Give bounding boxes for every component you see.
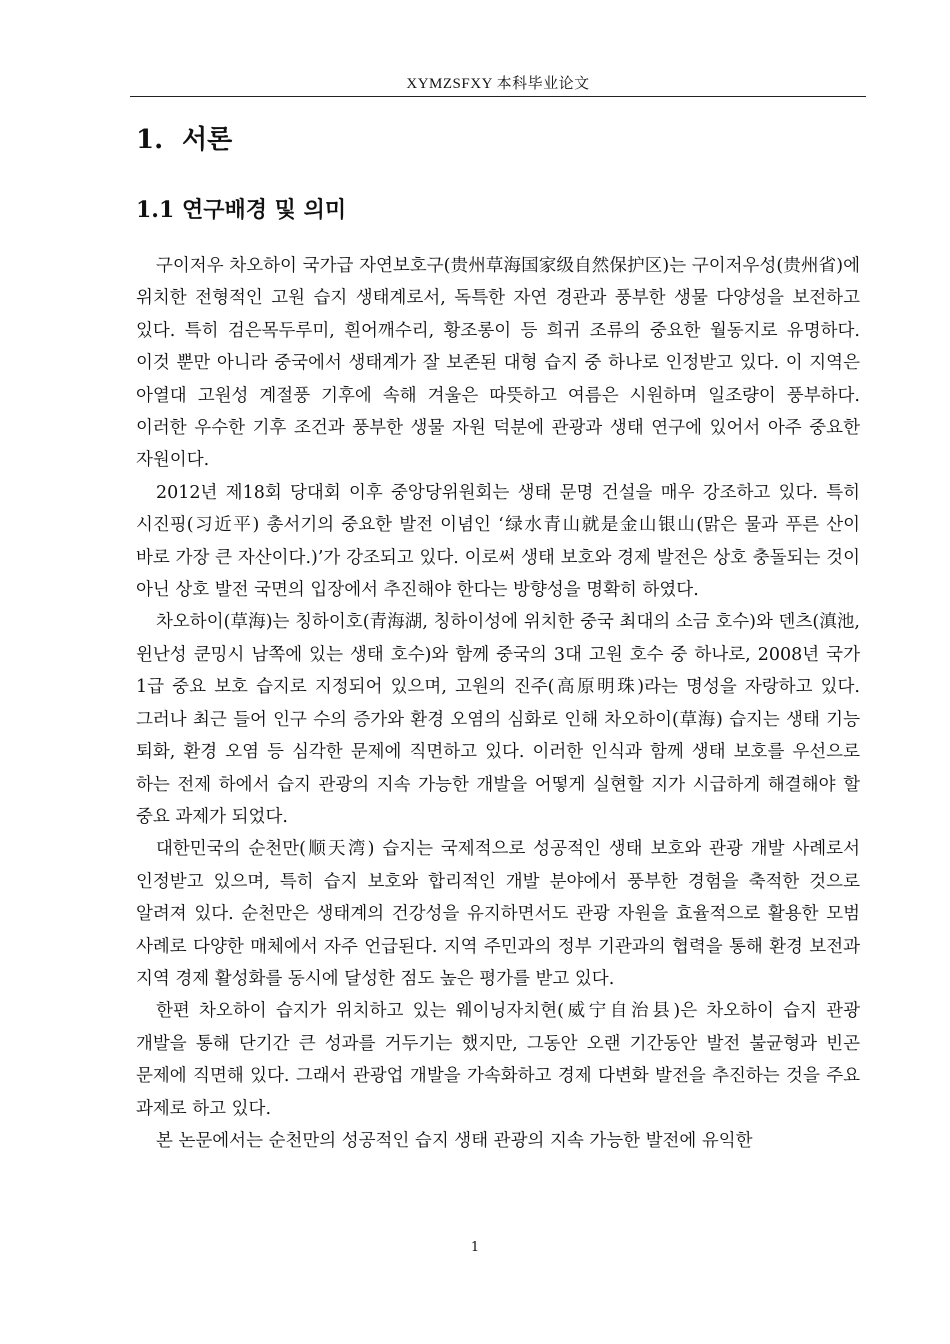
- paragraph-5: 한편 차오하이 습지가 위치하고 있는 웨이닝자치현(威宁自治县)은 차오하이 습지 관광 개발을 통해 단기간 큰 성과를 거두기는 했지만, 그동안 오랜 기간동안 발전 불균형과 빈곤 문제에 직면해 있다. 그래서 관광업 개발을 가속화하고 경제 다변화 발전을 추진하는 것을 주요 과제로 하고 있다.: [136, 1001, 860, 1119]
- chapter-title: 서론: [182, 125, 233, 155]
- chapter-heading: [136, 120, 232, 160]
- section-title: 연구배경 및 의미: [182, 197, 347, 223]
- running-header: XYMZSFXY 本科毕业论文: [406, 76, 590, 92]
- section-number: 1.1: [136, 197, 175, 223]
- chapter-number: 1.: [136, 125, 164, 155]
- section-heading: [136, 190, 346, 230]
- paragraph-2: 2012년 제18회 당대회 이후 중앙당위원회는 생태 문명 건설을 매우 강조하고 있다. 특히 시진핑(习近平) 총서기의 중요한 발전 이념인 ‘绿水青山就是金山银山(맑은 물과 푸른 산이 바로 가장 큰 자산이다.)’가 강조되고 있다. 이로써 생태 보호와 경제 발전은 상호 충돌되는 것이 아닌 상호 발전 국면의 입장에서 추진해야 한다는 방향성을 명확히 하였다.: [136, 482, 860, 601]
- body-text: [136, 250, 860, 1157]
- paragraph-1: 구이저우 차오하이 국가급 자연보호구(贵州草海国家级自然保护区)는 구이저우성(贵州省)에 위치한 전형적인 고원 습지 생태계로서, 독특한 자연 경관과 풍부한 생물 다양성을 보전하고 있다. 특히 검은목두루미, 흰어깨수리, 황조롱이 등 희귀 조류의 중요한 월동지로 유명하다. 이것 뿐만 아니라 중국에서 생태계가 잘 보존된 대형 습지 중 하나로 인정받고 있다. 이 지역은 아열대 고원성 계절풍 기후에 속해 겨울은 따뜻하고 여름은 시원하며 일조량이 풍부하다. 이러한 우수한 기후 조건과 풍부한 생물 자원 덕분에 관광과 생태 연구에 있어서 아주 중요한 자원이다.: [136, 256, 860, 471]
- header-rule: [130, 96, 866, 97]
- paragraph-3: 차오하이(草海)는 칭하이호(青海湖, 칭하이성에 위치한 중국 최대의 소금 호수)와 덴츠(滇池, 윈난성 쿤밍시 남쪽에 있는 생태 호수)와 함께 중국의 3대 고원 호수 중 하나로, 2008년 국가 1급 중요 보호 습지로 지정되어 있으며, 고원의 진주(高原明珠)라는 명성을 자랑하고 있다. 그러나 최근 들어 인구 수의 증가와 환경 오염의 심화로 인해 차오하이(草海) 습지는 생태 기능 퇴화, 환경 오염 등 심각한 문제에 직면하고 있다. 이러한 인식과 함께 생태 보호를 우선으로 하는 전제 하에서 습지 관광의 지속 가능한 개발을 어떻게 실현할 지가 시급하게 해결해야 할 중요 과제가 되었다.: [136, 612, 860, 827]
- page-number: 1: [470, 1240, 480, 1255]
- paragraph-4: 대한민국의 순천만(顺天湾) 습지는 국제적으로 성공적인 생태 보호와 관광 개발 사례로서 인정받고 있으며, 특히 습지 보호와 합리적인 개발 분야에서 풍부한 경험을 축적한 것으로 알려져 있다. 순천만은 생태계의 건강성을 유지하면서도 관광 자원을 효율적으로 활용한 모범 사례로 다양한 매체에서 자주 언급된다. 지역 주민과의 정부 기관과의 협력을 통해 환경 보전과 지역 경제 활성화를 동시에 달성한 점도 높은 평가를 받고 있다.: [136, 839, 860, 989]
- paragraph-6: 본 논문에서는 순천만의 성공적인 습지 생태 관광의 지속 가능한 발전에 유익한: [156, 1130, 753, 1151]
